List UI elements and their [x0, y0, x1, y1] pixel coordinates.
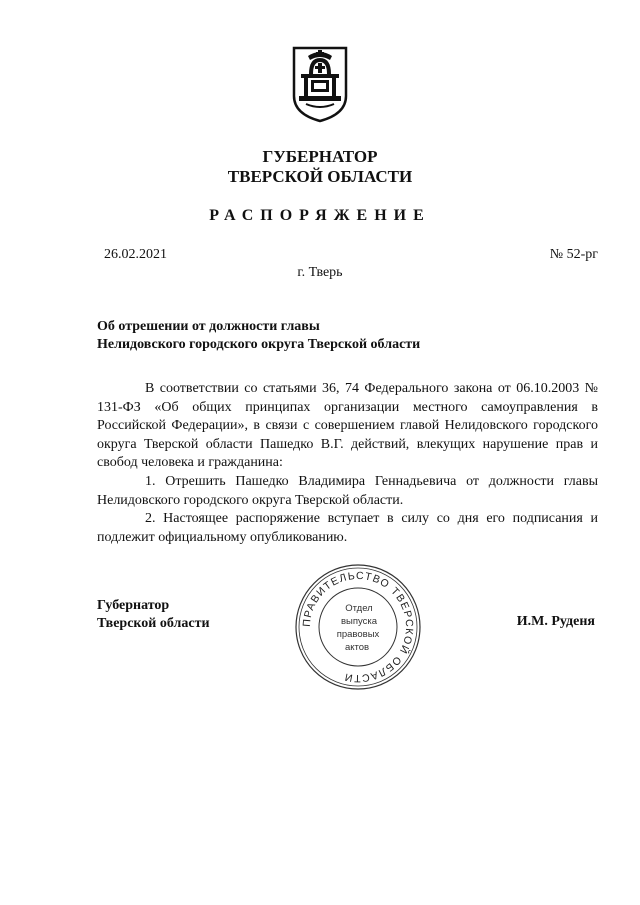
stamp-text-line: правовых: [336, 629, 380, 640]
body-item: 1. Отрешить Пашедко Владимира Геннадьевича от должности главы Нелидовского городского округа Тверской области.: [97, 473, 598, 508]
body-item: 2. Настоящее распоряжение вступает в силу со дня его подписания и подлежит официальному опубликованию.: [97, 511, 598, 545]
stamp-text-line: выпуска: [340, 616, 378, 627]
document-subject: [97, 318, 420, 354]
official-stamp: [293, 562, 423, 692]
body-preamble: В соответствии со статьями 36, 74 Федерального закона от 06.10.2003 № 131-ФЗ «Об общих принципах организации местного самоуправления в Российской Федерации», в связи с совершением главой Нелидовского городского округа Тверской области Пашедко В.Г. действий, влекущих нарушение прав и свобод человека и гражданина:: [97, 381, 598, 471]
subject-line: Нелидовского городского округа Тверской области: [97, 337, 421, 352]
signatory-title: [97, 597, 210, 633]
subject-line: Об отрешении от должности главы: [97, 319, 320, 334]
region-title: ТВЕРСКОЙ ОБЛАСТИ: [227, 167, 413, 186]
document-date: 26.02.2021: [104, 247, 167, 262]
governor-title: ГУБЕРНАТОР: [262, 147, 378, 166]
tver-coat-of-arms-icon: [291, 44, 349, 124]
document-number: № 52-рг: [549, 247, 598, 262]
stamp-ring-text: ПРАВИТЕЛЬСТВО ТВЕРСКОЙ ОБЛАСТИ: [300, 569, 416, 685]
signatory-title-line: Губернатор: [97, 598, 170, 613]
document-city: г. Тверь: [297, 265, 343, 280]
stamp-text-line: актов: [344, 642, 370, 653]
signatory-name: И.М. Руденя: [516, 614, 595, 629]
stamp-text-line: Отдел: [345, 603, 373, 614]
document-type: РАСПОРЯЖЕНИЕ: [209, 207, 431, 224]
document-body: [97, 380, 598, 547]
signatory-title-line: Тверской области: [97, 616, 210, 631]
